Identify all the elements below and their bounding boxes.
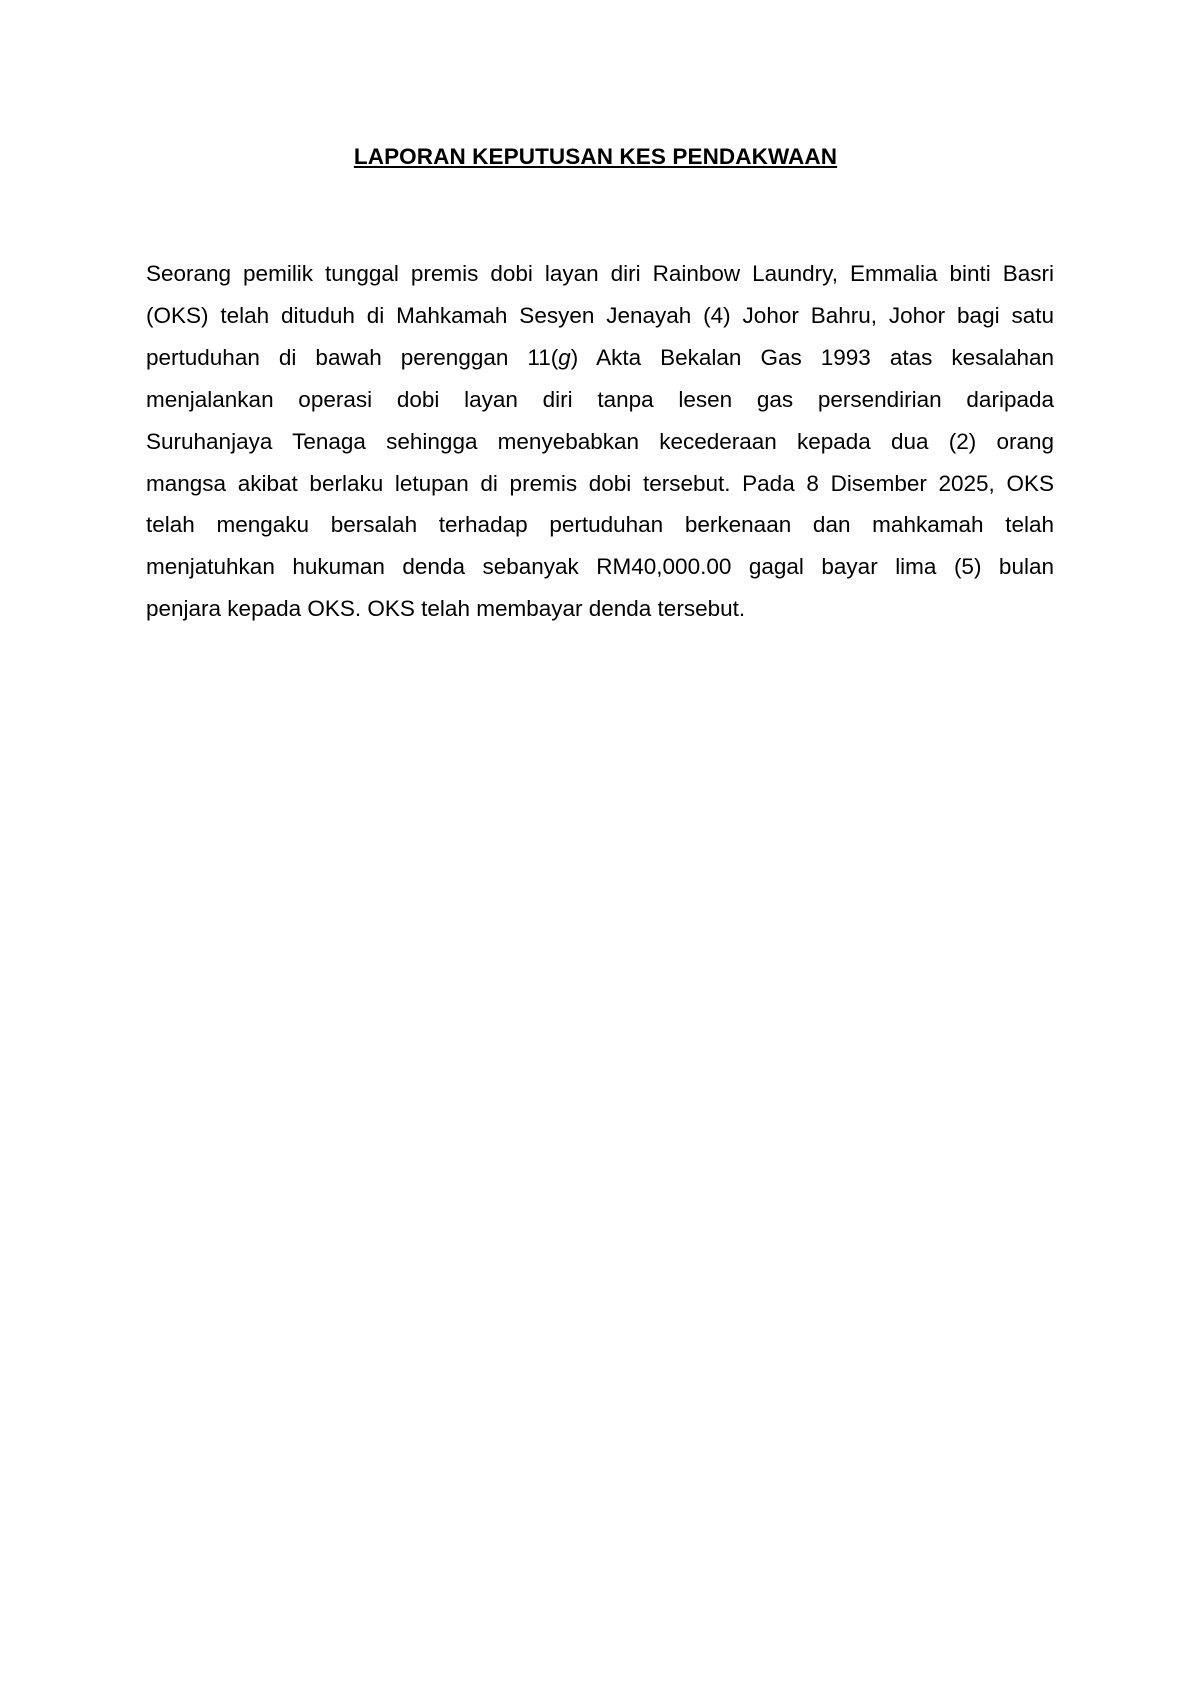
- paragraph-text: pertuduhan di bawah perenggan 11(g) Akta Bekalan Gas 1993 atas kesalahan: [146, 344, 1054, 370]
- paragraph-line: penjara kepada OKS. OKS telah membayar denda tersebut.: [146, 596, 746, 622]
- document-title: LAPORAN KEPUTUSAN KES PENDAKWAAN: [353, 144, 838, 169]
- paragraph-line: [146, 337, 1054, 379]
- body-paragraph: [146, 253, 1054, 630]
- paragraph-line: telah mengaku bersalah terhadap pertuduhan berkenaan dan mahkamah telah: [146, 512, 1054, 538]
- paragraph-line: Suruhanjaya Tenaga sehingga menyebabkan kecederaan kepada dua (2) orang: [146, 428, 1054, 454]
- italic-clause-letter: g: [558, 344, 571, 370]
- paragraph-line: (OKS) telah dituduh di Mahkamah Sesyen Jenayah (4) Johor Bahru, Johor bagi satu: [146, 302, 1054, 328]
- paragraph-line: menjalankan operasi dobi layan diri tanpa lesen gas persendirian daripada: [146, 386, 1054, 412]
- paragraph-line: menjatuhkan hukuman denda sebanyak RM40,000.00 gagal bayar lima (5) bulan: [146, 554, 1054, 580]
- paragraph-line: mangsa akibat berlaku letupan di premis dobi tersebut. Pada 8 Disember 2025, OKS: [146, 470, 1054, 496]
- paragraph-line: Seorang pemilik tunggal premis dobi layan diri Rainbow Laundry, Emmalia binti Basri: [146, 261, 1054, 286]
